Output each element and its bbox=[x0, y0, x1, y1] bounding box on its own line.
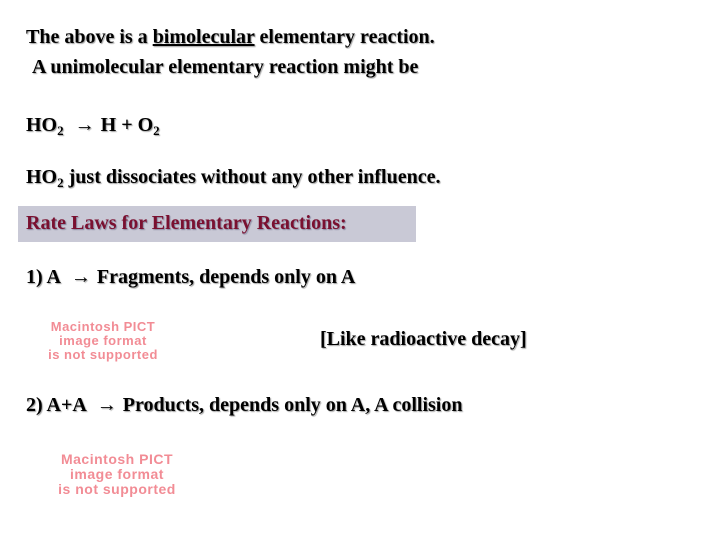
pict-placeholder-1 bbox=[24, 320, 182, 362]
pict2-line2: image format bbox=[70, 466, 164, 482]
product-o: O bbox=[137, 114, 154, 136]
pict1-line3: is not supported bbox=[48, 347, 158, 362]
item-bimolecular bbox=[26, 394, 462, 417]
dissociation-note-text: just dissociates without any other influence. bbox=[63, 166, 441, 188]
item2-text: Products, depends only on A, A collision bbox=[122, 394, 463, 416]
species: HO bbox=[26, 166, 58, 188]
rate-laws-heading: Rate Laws for Elementary Reactions: bbox=[26, 212, 347, 234]
pict2-line3: is not supported bbox=[58, 481, 176, 497]
arrow-icon: → bbox=[74, 114, 95, 136]
pict1-line2: image format bbox=[59, 333, 147, 348]
product-h: H bbox=[100, 114, 117, 136]
item1-prefix: 1) A bbox=[26, 266, 60, 288]
item2-prefix: 2) A+A bbox=[26, 394, 86, 416]
pict1-line1: Macintosh PICT bbox=[50, 319, 156, 334]
radioactive-note: [Like radioactive decay] bbox=[320, 328, 527, 350]
species-subscript: 2 bbox=[57, 175, 64, 190]
pict-placeholder-2 bbox=[24, 452, 210, 497]
plus-sign: + bbox=[121, 114, 133, 136]
reactant: HO bbox=[26, 114, 58, 136]
item-unimolecular bbox=[26, 266, 355, 289]
bimolecular-term: bimolecular bbox=[152, 26, 255, 48]
item1-text: Fragments, depends only on A bbox=[96, 266, 356, 288]
intro-line bbox=[26, 26, 435, 49]
intro-prefix: The above is a bbox=[26, 26, 153, 48]
intro-suffix: elementary reaction. bbox=[254, 26, 435, 48]
dissociation-reaction bbox=[26, 114, 160, 139]
pict2-line1: Macintosh PICT bbox=[60, 451, 173, 467]
unimolecular-line: A unimolecular elementary reaction might be bbox=[32, 56, 419, 78]
arrow-icon: → bbox=[70, 266, 91, 288]
product-o-subscript: 2 bbox=[153, 123, 160, 138]
arrow-icon: → bbox=[96, 394, 117, 416]
reactant-subscript: 2 bbox=[57, 123, 64, 138]
dissociation-note bbox=[26, 166, 441, 191]
